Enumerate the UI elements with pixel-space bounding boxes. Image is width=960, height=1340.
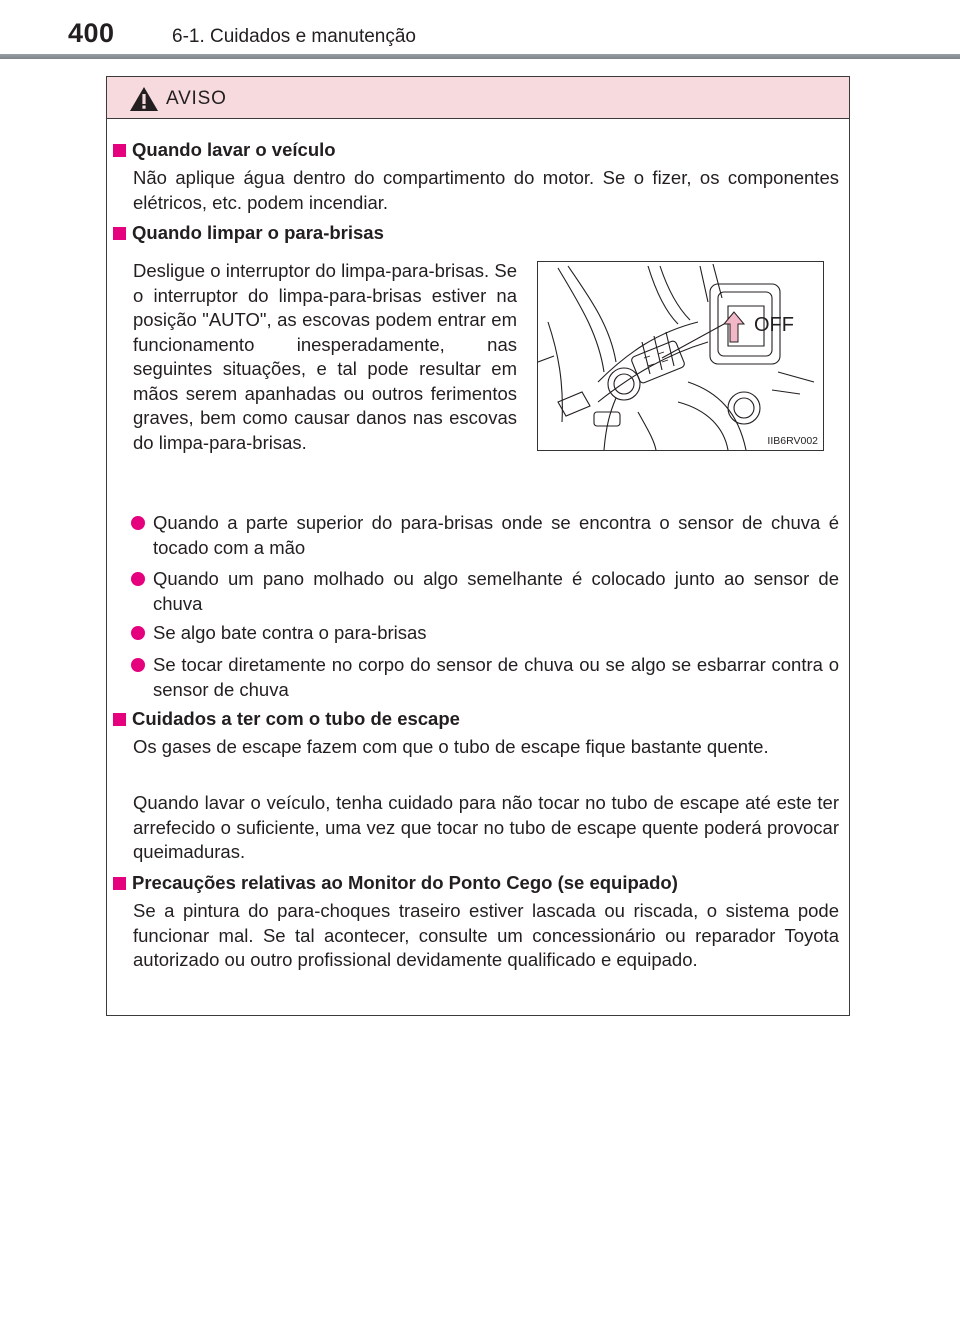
figure-id: IIB6RV002 <box>767 435 818 447</box>
warning-box <box>106 76 850 1016</box>
list-item <box>133 511 839 560</box>
heading-text: Quando lavar o veículo <box>132 139 336 160</box>
bullet-dot-icon <box>131 572 145 586</box>
list-item-text: Quando um pano molhado ou algo semelhante é colocado junto ao sensor de chuva <box>153 568 839 614</box>
heading-square-icon <box>113 227 126 240</box>
bullet-dot-icon <box>131 658 145 672</box>
heading-blind-spot-monitor <box>113 871 678 895</box>
paragraph: Os gases de escape fazem com que o tubo de escape fique bastante quente. <box>133 736 769 757</box>
header-rule <box>0 54 960 59</box>
heading-exhaust-pipe <box>113 707 460 731</box>
paragraph: Quando lavar o veículo, tenha cuidado para não tocar no tubo de escape até este ter arrefecido o suficiente, uma vez que tocar no tubo de escape quente poderá provocar queimaduras. <box>133 792 839 862</box>
list-item <box>133 621 839 646</box>
bullet-dot-icon <box>131 516 145 530</box>
warning-header <box>107 77 849 119</box>
list-item-text: Se algo bate contra o para-brisas <box>153 622 427 643</box>
heading-text: Precauções relativas ao Monitor do Ponto Cego (se equipado) <box>132 872 678 893</box>
list-item <box>133 567 839 616</box>
heading-wash-vehicle <box>113 138 336 162</box>
warning-label: AVISO <box>166 88 227 109</box>
heading-square-icon <box>113 877 126 890</box>
list-item <box>133 653 839 702</box>
list-item-text: Se tocar diretamente no corpo do sensor de chuva ou se algo se esbarrar contra o sensor de chuva <box>153 654 839 700</box>
arrow-up-icon <box>724 312 744 342</box>
paragraph: Se a pintura do para-choques traseiro estiver lascada ou riscada, o sistema pode funcionar mal. Se tal acontecer, consulte um concessionário ou reparador Toyota autorizado ou outro profissional devidamente qualificado e equipado. <box>133 900 839 970</box>
page-number: 400 <box>68 18 115 48</box>
heading-text: Quando limpar o para-brisas <box>132 222 384 243</box>
wiper-switch-illustration <box>538 262 825 452</box>
heading-square-icon <box>113 713 126 726</box>
paragraph: Não aplique água dentro do compartimento do motor. Se o fizer, os componentes elétricos, etc. podem incendiar. <box>133 167 839 213</box>
off-callout: OFF <box>754 314 794 336</box>
heading-clean-windshield <box>113 221 384 245</box>
bullet-dot-icon <box>131 626 145 640</box>
list-item-text: Quando a parte superior do para-brisas onde se encontra o sensor de chuva é tocado com a mão <box>153 512 839 558</box>
warning-triangle-icon <box>129 86 159 112</box>
section-title: 6-1. Cuidados e manutenção <box>172 26 416 47</box>
heading-square-icon <box>113 144 126 157</box>
heading-text: Cuidados a ter com o tubo de escape <box>132 708 460 729</box>
page-header <box>0 0 960 62</box>
paragraph-intro: Desligue o interruptor do limpa-para-brisas. Se o interruptor do limpa-para-brisas estiver na posição "AUTO", as escovas podem entrar em funcionamento inesperadamente, nas seguintes situações, e tal pode resultar em mãos serem apanhadas ou outros ferimentos graves, bem como causar danos nas escovas do limpa-para-brisas. <box>133 260 517 453</box>
wiper-switch-figure <box>537 261 824 451</box>
